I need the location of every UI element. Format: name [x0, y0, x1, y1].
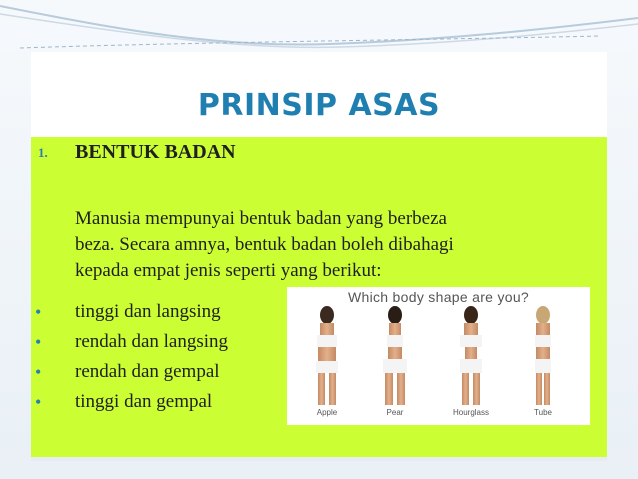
paragraph-line: kepada empat jenis seperti yang berikut: — [75, 260, 382, 281]
figure-tube — [535, 306, 551, 405]
list-item — [35, 388, 213, 416]
list-item — [35, 358, 220, 386]
slide-title: PRINSIP ASAS — [197, 88, 441, 123]
section-heading: BENTUK BADAN — [75, 141, 236, 163]
list-number: 1. — [38, 145, 48, 160]
label-tube: Tube — [534, 408, 552, 417]
paragraph-line: beza. Secara amnya, bentuk badan boleh dibahagi — [75, 234, 454, 255]
bottom-border — [31, 457, 607, 461]
bullet-icon: • — [35, 332, 42, 352]
list-item — [35, 298, 221, 326]
figure-hourglass — [460, 306, 482, 405]
bullet-text: rendah dan langsing — [75, 331, 229, 352]
bullet-text: rendah dan gempal — [75, 361, 220, 382]
bullet-icon: • — [35, 302, 42, 322]
description-paragraph — [75, 206, 580, 284]
list-item — [35, 328, 229, 356]
label-apple: Apple — [316, 408, 338, 417]
label-hourglass: Hourglass — [452, 408, 489, 417]
figure-pear — [383, 306, 407, 405]
label-pear: Pear — [386, 408, 404, 417]
body-shape-image — [287, 287, 590, 425]
bullet-text: tinggi dan gempal — [75, 391, 213, 412]
body-shape-figures — [287, 287, 590, 425]
image-caption: Which body shape are you? — [347, 289, 530, 305]
bullet-icon: • — [35, 362, 42, 382]
paragraph-line: Manusia mempunyai bentuk badan yang berbeza — [75, 208, 447, 229]
bullet-icon: • — [35, 392, 42, 412]
figure-apple — [316, 306, 338, 405]
bullet-text: tinggi dan langsing — [75, 301, 221, 322]
